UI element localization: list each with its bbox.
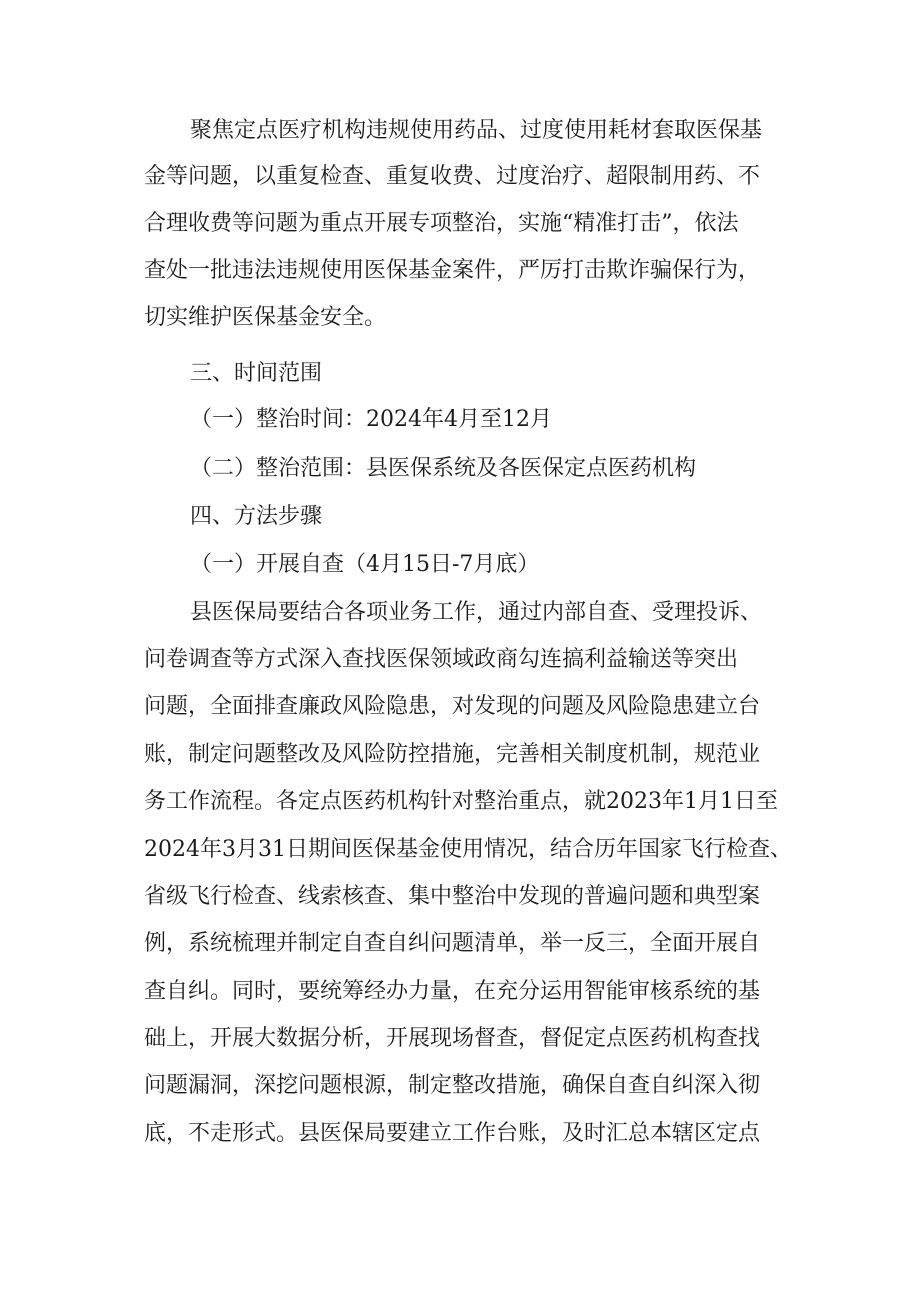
paragraph-2-line-9: 查自纠。同时，要统筹经办力量，在充分运用智能审核系统的基 xyxy=(144,979,761,1004)
paragraph-1-line-1: 聚焦定点医疗机构违规使用药品、过度使用耗材套取医保基 xyxy=(190,118,763,143)
section-3-item-1: （一）整治时间：2024年4月至12月 xyxy=(190,407,552,432)
section-3-item-2: （二）整治范围：县医保系统及各医保定点医药机构 xyxy=(190,456,697,481)
paragraph-2-line-6: 2024年3月31日期间医保基金使用情况，结合历年国家飞行检查、 xyxy=(144,837,792,862)
paragraph-2-line-7: 省级飞行检查、线索核查、集中整治中发现的普遍问题和典型案 xyxy=(144,884,761,909)
paragraph-2-line-8: 例，系统梳理并制定自查自纠问题清单，举一反三，全面开展自 xyxy=(144,931,761,956)
paragraph-1-line-2: 金等问题，以重复检查、重复收费、过度治疗、超限制用药、不 xyxy=(144,164,761,189)
paragraph-2-line-11: 问题漏洞，深挖问题根源，制定整改措施，确保自查自纠深入彻 xyxy=(144,1073,761,1098)
paragraph-2-line-10: 础上，开展大数据分析，开展现场督查，督促定点医药机构查找 xyxy=(144,1026,761,1051)
paragraph-2-line-4: 账，制定问题整改及风险防控措施，完善相关制度机制，规范业 xyxy=(144,742,761,767)
paragraph-2-line-1: 县医保局要结合各项业务工作，通过内部自查、受理投诉、 xyxy=(190,600,763,625)
paragraph-1-line-4: 查处一批违法违规使用医保基金案件，严厉打击欺诈骗保行为， xyxy=(144,258,761,283)
section-4-item-1: （一）开展自查（4月15日-7月底） xyxy=(190,552,540,577)
paragraph-1-line-5: 切实维护医保基金安全。 xyxy=(144,305,387,330)
paragraph-2-line-2: 问卷调查等方式深入查找医保领域政商勾连搞利益输送等突出 xyxy=(144,647,739,672)
paragraph-1-line-3: 合理收费等问题为重点开展专项整治，实施“精准打击”，依法 xyxy=(144,211,739,236)
paragraph-2-line-12: 底，不走形式。县医保局要建立工作台账，及时汇总本辖区定点 xyxy=(144,1121,761,1146)
section-3-heading: 三、时间范围 xyxy=(190,361,323,386)
section-4-heading: 四、方法步骤 xyxy=(190,504,323,529)
paragraph-2-line-5: 务工作流程。各定点医药机构针对整治重点，就2023年1月1日至 xyxy=(144,789,778,814)
paragraph-2-line-3: 问题，全面排查廉政风险隐患，对发现的问题及风险隐患建立台 xyxy=(144,694,761,719)
